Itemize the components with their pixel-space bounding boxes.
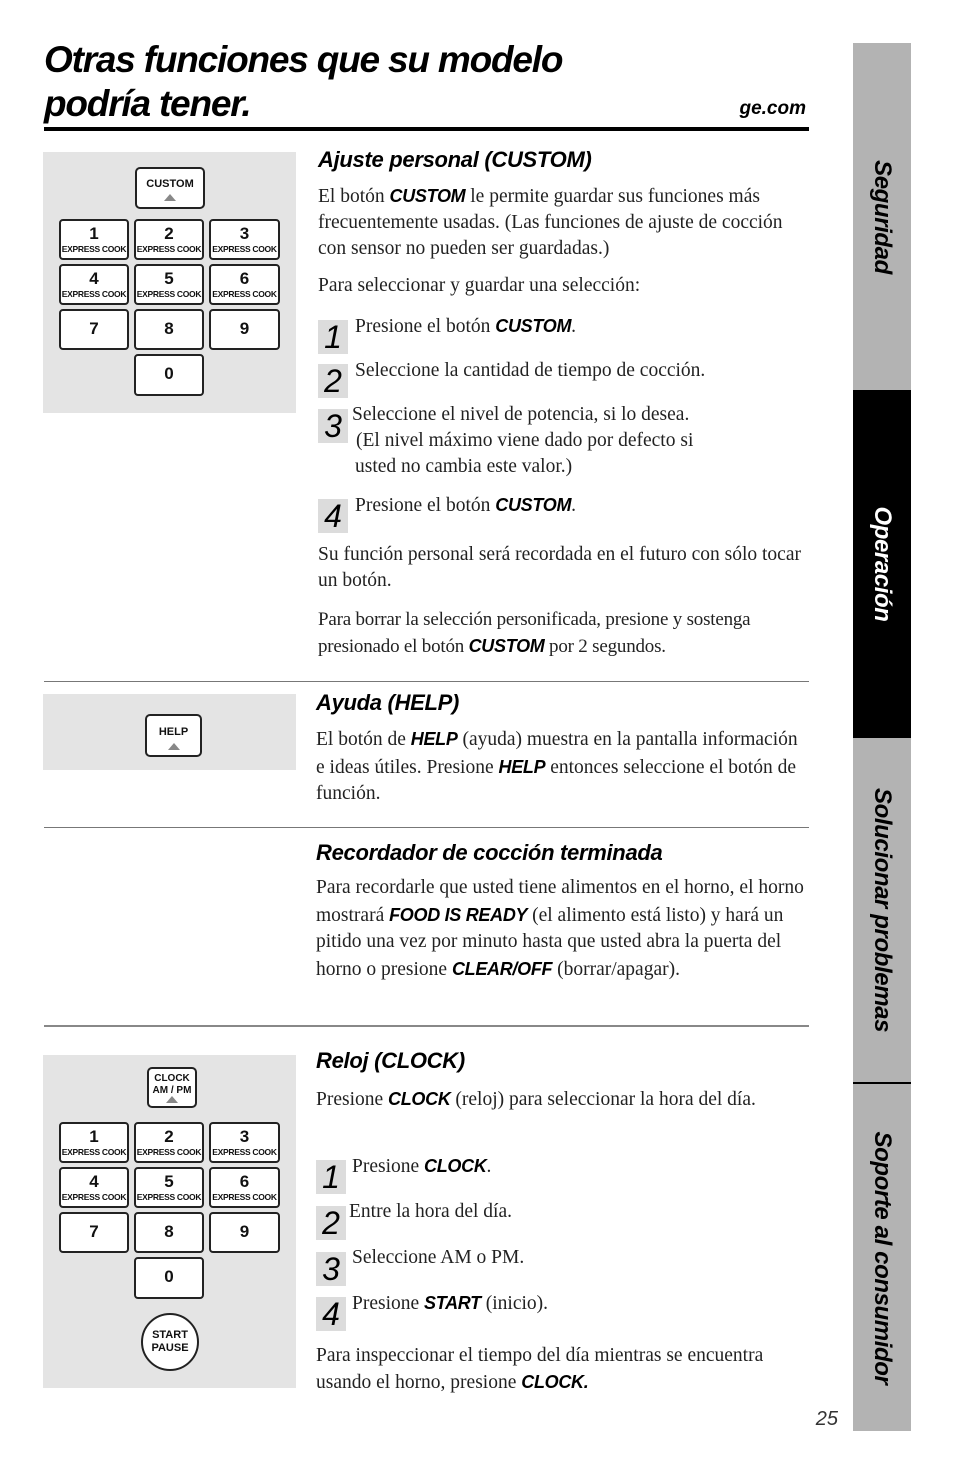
keypad-6-express-cook[interactable] — [209, 264, 280, 305]
text: . — [486, 1156, 492, 1177]
keypad-3-express-cook[interactable] — [209, 1122, 280, 1163]
tab-soporte-consumidor[interactable] — [853, 1084, 911, 1431]
key-digit: 7 — [89, 1222, 99, 1241]
tab-operacion[interactable] — [853, 390, 911, 738]
clock-inspect-paragraph — [316, 1342, 808, 1396]
key-digit: 5 — [164, 1172, 174, 1191]
text: Presione el botón — [355, 316, 496, 337]
custom-button-label: CUSTOM — [146, 178, 194, 190]
custom-remember-paragraph: Su función personal será recordada en el futuro con sólo tocar un botón. — [318, 544, 801, 591]
text: Para inspeccionar el tiempo del día mientras se encuentra usando el horno, presione — [316, 1345, 764, 1393]
help-indicator-icon — [168, 743, 180, 750]
page-number: 25 — [815, 1408, 838, 1430]
step-number-1: 1 — [316, 1160, 346, 1194]
key-digit: 0 — [164, 1267, 174, 1286]
step-number-3: 3 — [316, 1252, 346, 1286]
custom-step-3 — [352, 402, 693, 480]
text: le permite guardar sus funciones más frecuentemente usadas. (Las funciones de ajuste de cocción con sensor no pueden ser guardadas.) — [318, 186, 783, 259]
key-express-label: EXPRESS COOK — [212, 289, 277, 299]
key-digit: 9 — [239, 1222, 250, 1241]
key-digit: 2 — [164, 1127, 174, 1146]
start-pause-button[interactable] — [141, 1313, 199, 1371]
key-express-label: EXPRESS COOK — [212, 1192, 277, 1202]
text: entonces seleccione el botón de función. — [316, 756, 797, 804]
custom-intro-paragraph — [318, 183, 808, 262]
custom-indicator-icon — [164, 194, 176, 201]
key-express-label: EXPRESS COOK — [212, 244, 277, 254]
step-number-2: 2 — [316, 1206, 346, 1240]
step-3-line: (El nivel máximo viene dado por defecto si — [356, 430, 694, 451]
step-number-1: 1 — [318, 320, 348, 354]
tab-solucionar-label: Solucionar problemas — [869, 787, 896, 1033]
text: Para borrar la selección personificada, presione y sostenga presionado el botón — [318, 609, 751, 657]
keypad-3-express-cook[interactable] — [209, 219, 280, 260]
keypad-4-express-cook[interactable] — [59, 1167, 129, 1208]
keypad-5-express-cook[interactable] — [134, 264, 204, 305]
key-digit: 6 — [239, 1172, 250, 1191]
start-label: START — [152, 1329, 188, 1341]
text: (reloj) para seleccionar la hora del día. — [450, 1089, 756, 1110]
key-digit: 2 — [164, 224, 174, 243]
tab-operacion-label: Operación — [869, 506, 896, 622]
text: . — [571, 316, 577, 337]
keypad-7[interactable] — [59, 1212, 129, 1253]
keypad-1-express-cook[interactable] — [59, 219, 129, 260]
clock-keypad-panel — [43, 1055, 296, 1388]
custom-keyword: CUSTOM — [495, 316, 572, 336]
text: (inicio). — [480, 1293, 549, 1314]
text: Presione — [352, 1156, 425, 1177]
text: (ayuda) muestra en la pantalla información e ideas útiles. Presione — [316, 729, 798, 778]
text: (el alimento está listo) y hará un pitido una vez por minuto hasta que usted abra la puerta del horno o presione — [316, 904, 784, 980]
custom-step-1 — [355, 313, 576, 340]
section-divider — [44, 827, 809, 828]
step-number-4: 4 — [316, 1297, 346, 1331]
help-keyword: HELP — [410, 729, 458, 749]
key-digit: 8 — [164, 319, 174, 338]
text: Presione — [316, 1089, 389, 1110]
clock-intro-paragraph — [316, 1086, 808, 1113]
key-digit: 6 — [239, 269, 250, 288]
page-title-line1: Otras funciones que su modelo — [44, 39, 563, 80]
tab-seguridad-label: Seguridad — [869, 159, 896, 274]
key-digit: 5 — [164, 269, 174, 288]
keypad-8[interactable] — [134, 1212, 204, 1253]
clock-button-label: CLOCK — [154, 1073, 190, 1084]
clock-keyword: CLOCK — [388, 1089, 451, 1109]
clock-ampm-button[interactable] — [147, 1067, 197, 1108]
tab-soporte-label: Soporte al consumidor — [869, 1131, 896, 1384]
clock-step-1 — [352, 1153, 491, 1180]
custom-step-4 — [355, 492, 576, 519]
key-digit: 4 — [89, 269, 99, 288]
help-paragraph — [316, 726, 808, 808]
key-express-label: EXPRESS COOK — [136, 1147, 202, 1157]
keypad-9[interactable] — [209, 1212, 280, 1253]
step-number-3: 3 — [318, 409, 348, 443]
page-title — [44, 38, 562, 126]
clock-step-3: Seleccione AM o PM. — [352, 1247, 525, 1268]
key-digit: 1 — [89, 224, 99, 243]
text: por 2 segundos. — [544, 636, 666, 657]
page-title-line2: podría tener. — [44, 83, 251, 124]
clock-keyword: START — [424, 1293, 481, 1313]
keypad-5-express-cook[interactable] — [134, 1167, 204, 1208]
key-digit: 1 — [89, 1127, 99, 1146]
keypad-2-express-cook[interactable] — [134, 1122, 204, 1163]
help-keyword: HELP — [498, 756, 546, 777]
custom-keyword: CUSTOM — [389, 186, 466, 206]
custom-keypad-panel — [43, 152, 296, 413]
clock-keyword: CLOCK. — [521, 1372, 589, 1392]
clock-step-4 — [352, 1290, 548, 1317]
keypad-0[interactable] — [134, 1257, 204, 1299]
text: Presione — [352, 1293, 425, 1314]
text: El botón de — [316, 729, 411, 750]
step-3-line: Seleccione el nivel de potencia, si lo desea. — [352, 404, 690, 425]
text: El botón — [318, 186, 390, 207]
custom-button[interactable] — [135, 167, 205, 209]
key-digit: 3 — [239, 224, 250, 243]
step-number-4: 4 — [318, 499, 348, 533]
custom-keyword: CUSTOM — [468, 636, 545, 656]
reminder-section-title: Recordador de cocción terminada — [316, 840, 663, 865]
step-number-2: 2 — [318, 364, 348, 398]
section-divider — [44, 1025, 809, 1027]
reminder-keyword: CLEAR/OFF — [451, 958, 553, 979]
keypad-9[interactable] — [209, 309, 280, 350]
custom-clear-paragraph — [318, 607, 808, 660]
reminder-paragraph — [316, 875, 808, 983]
key-digit: 7 — [89, 319, 99, 338]
key-express-label: EXPRESS COOK — [136, 289, 202, 299]
keypad-8[interactable] — [134, 309, 204, 350]
help-section-title: Ayuda (HELP) — [316, 690, 460, 715]
key-express-label: EXPRESS COOK — [61, 1192, 127, 1202]
help-keypad-panel — [43, 694, 296, 770]
key-express-label: EXPRESS COOK — [136, 244, 202, 254]
text: Presione el botón — [355, 495, 496, 516]
key-digit: 0 — [164, 364, 174, 383]
text: (borrar/apagar). — [552, 958, 680, 980]
key-digit: 4 — [89, 1172, 99, 1191]
clock-keyword: CLOCK — [424, 1156, 487, 1176]
help-button-label: HELP — [158, 726, 189, 738]
clock-section-title: Reloj (CLOCK) — [316, 1048, 465, 1073]
key-digit: 3 — [239, 1127, 250, 1146]
clock-indicator-icon — [166, 1096, 178, 1103]
website-link[interactable]: ge.com — [739, 98, 806, 119]
header-rule — [44, 127, 809, 131]
custom-step-2: Seleccione la cantidad de tiempo de cocción. — [355, 360, 706, 381]
keypad-7[interactable] — [59, 309, 129, 350]
text: . — [571, 495, 577, 516]
key-digit: 8 — [164, 1222, 174, 1241]
key-express-label: EXPRESS COOK — [61, 289, 127, 299]
tab-seguridad[interactable] — [853, 43, 911, 390]
step-3-line: usted no cambia este valor.) — [355, 456, 573, 477]
keypad-2-express-cook[interactable] — [134, 219, 204, 260]
key-express-label: EXPRESS COOK — [136, 1192, 202, 1202]
clock-step-2: Entre la hora del día. — [349, 1201, 512, 1222]
key-express-label: EXPRESS COOK — [61, 1147, 127, 1157]
custom-section-title: Ajuste personal (CUSTOM) — [318, 147, 592, 172]
ampm-button-label: AM / PM — [152, 1085, 192, 1096]
tab-solucionar-problemas[interactable] — [853, 738, 911, 1082]
pause-label: PAUSE — [151, 1342, 189, 1354]
text: Para recordarle que usted tiene alimentos en el horno, el horno mostrará — [316, 877, 804, 926]
key-express-label: EXPRESS COOK — [61, 244, 127, 254]
keypad-1-express-cook[interactable] — [59, 1122, 129, 1163]
key-express-label: EXPRESS COOK — [212, 1147, 277, 1157]
custom-keyword: CUSTOM — [495, 495, 572, 515]
section-divider — [44, 681, 809, 682]
keypad-4-express-cook[interactable] — [59, 264, 129, 305]
help-button[interactable] — [145, 714, 202, 757]
custom-select-paragraph: Para seleccionar y guardar una selección: — [318, 275, 641, 296]
keypad-6-express-cook[interactable] — [209, 1167, 280, 1208]
keypad-0[interactable] — [134, 354, 204, 396]
key-digit: 9 — [239, 319, 250, 338]
reminder-keyword: FOOD IS READY — [389, 904, 528, 925]
